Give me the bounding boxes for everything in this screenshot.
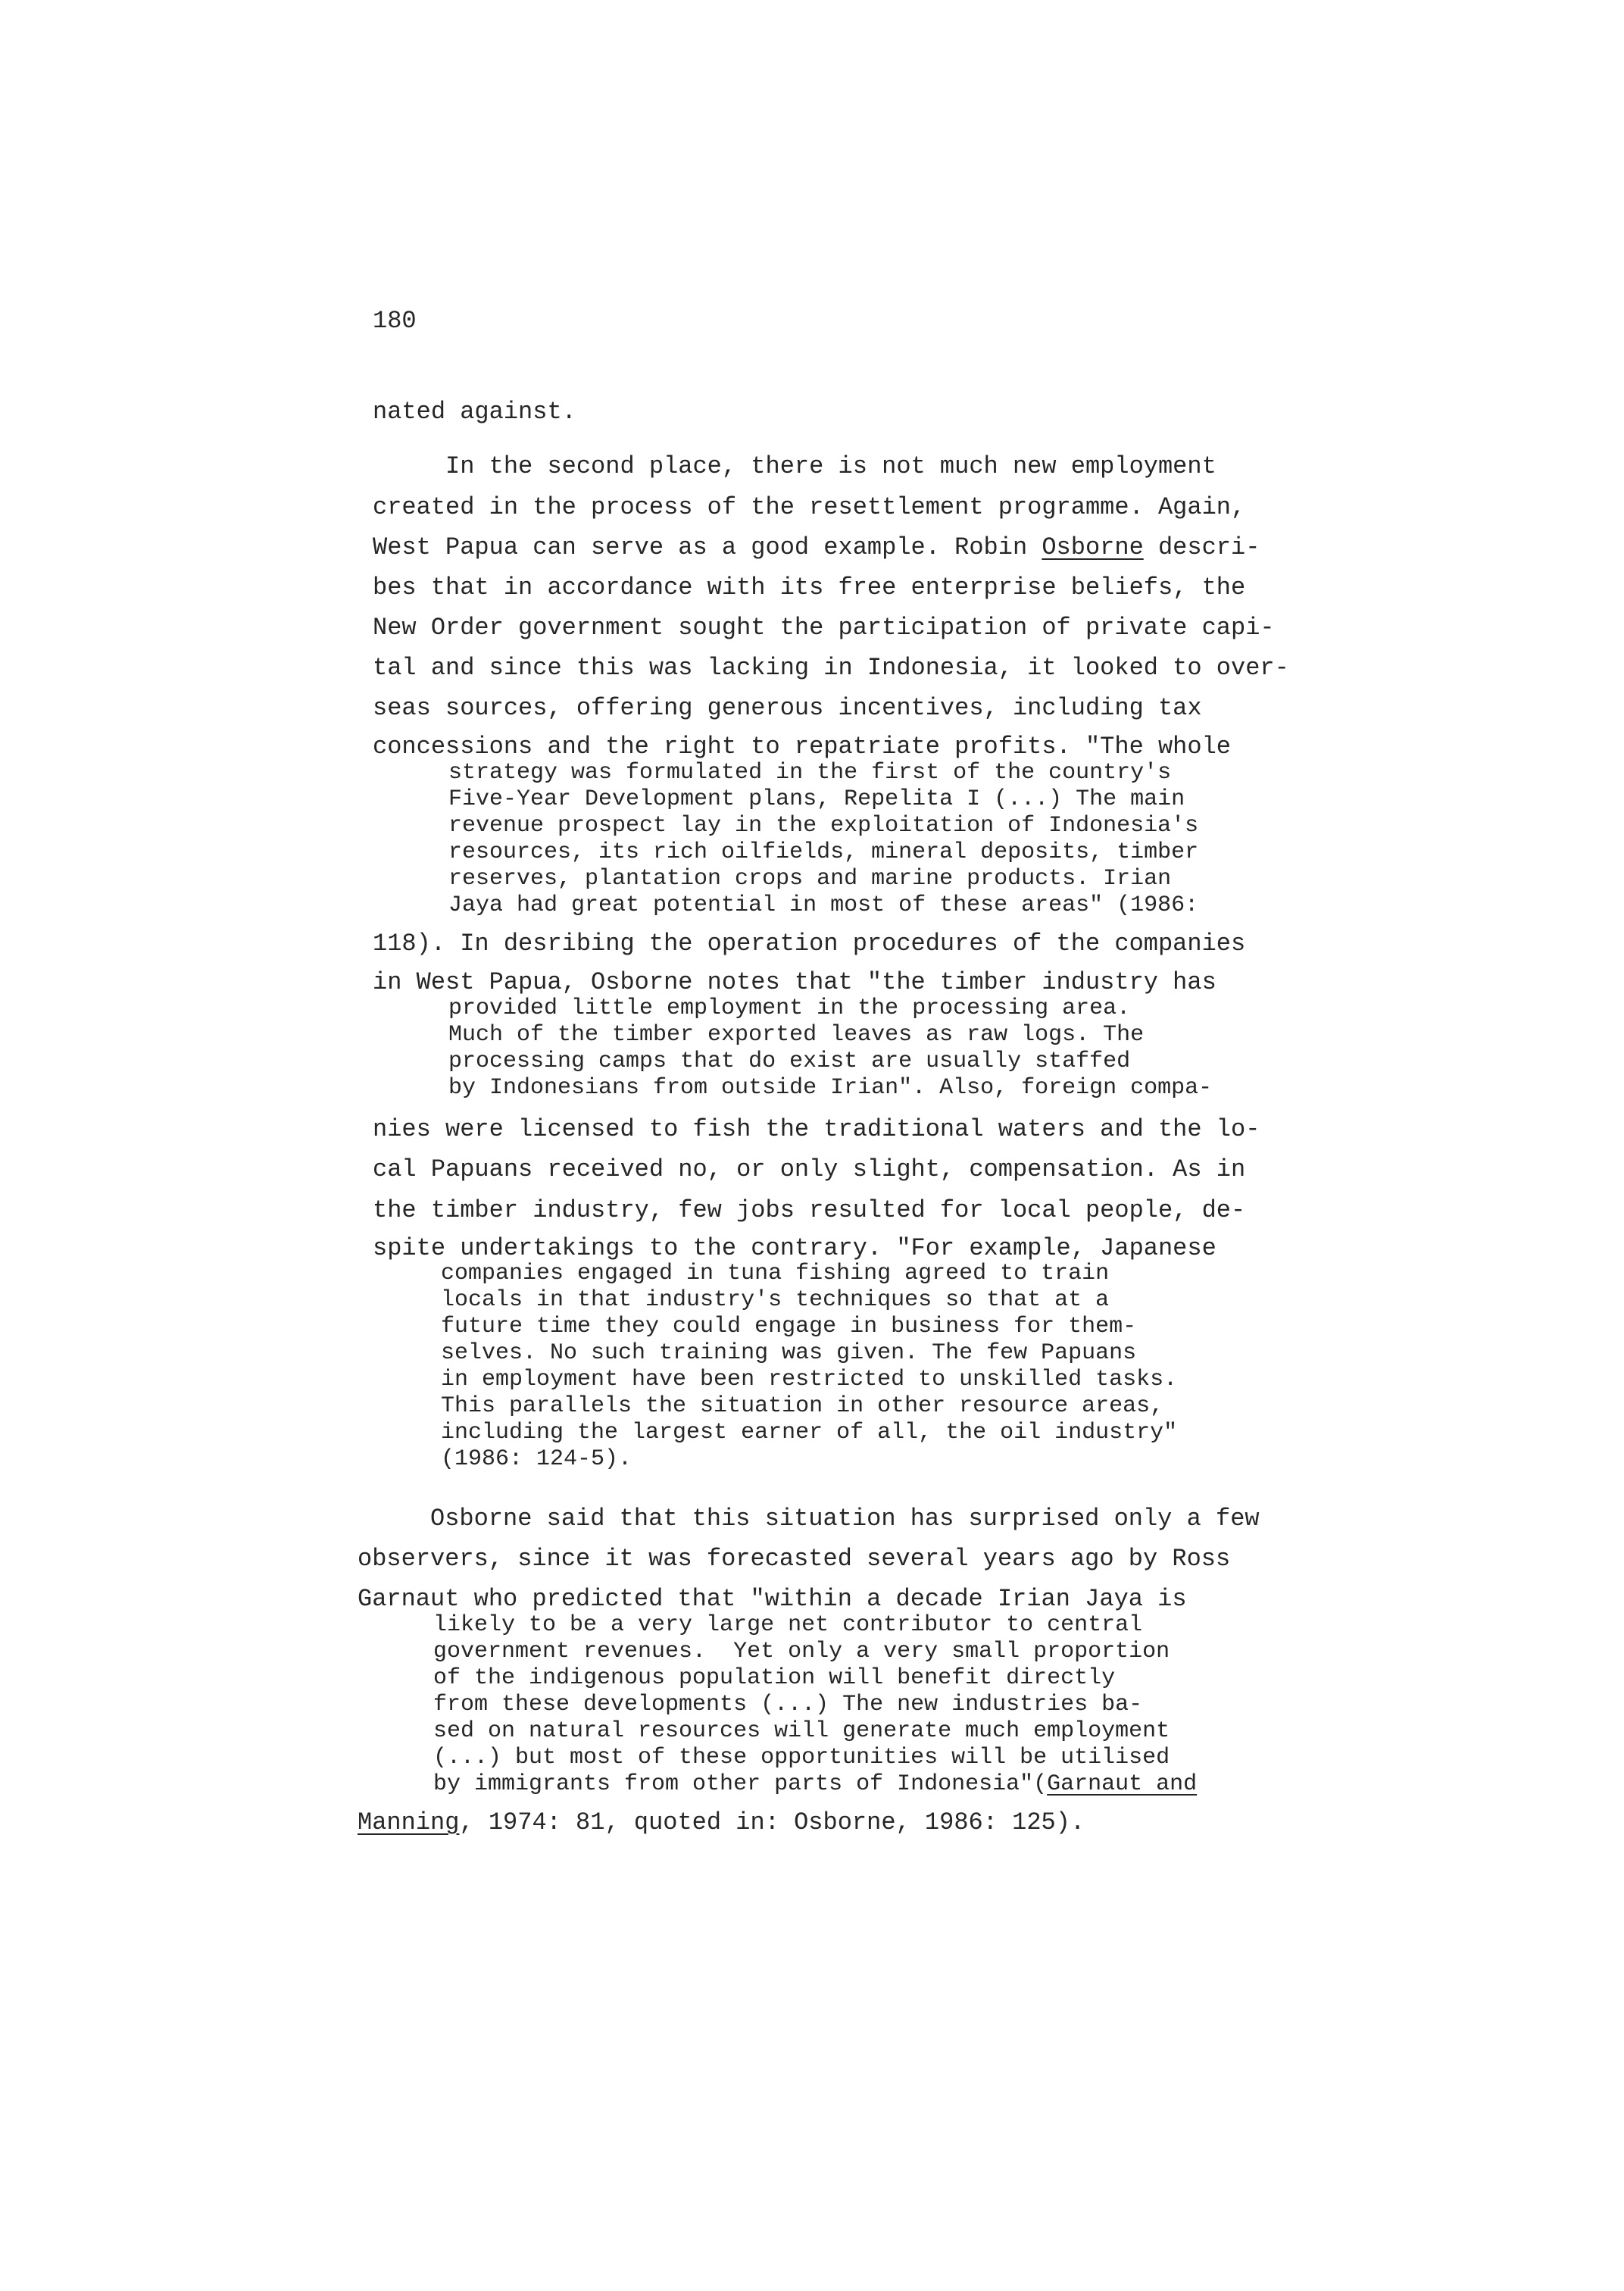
body-line: the timber industry, few jobs resulted for local people, de-	[373, 1196, 1246, 1224]
block-quote-line: Much of the timber exported leaves as raw logs. The	[448, 1022, 1145, 1048]
text-segment: by immigrants from other parts of Indonesia"(	[433, 1771, 1048, 1797]
body-line	[373, 533, 1260, 563]
page-number: 180	[373, 307, 417, 335]
body-line: In the second place, there is not much new employment	[373, 452, 1216, 480]
block-quote-line: including the largest earner of all, the oil industry"	[441, 1420, 1178, 1446]
citation-author-osborne: Osborne	[1042, 533, 1144, 561]
block-quote-line: by Indonesians from outside Irian". Also, foreign compa-	[448, 1075, 1213, 1101]
block-quote-line: of the indigenous population will benefit directly	[433, 1665, 1116, 1691]
block-quote-line: processing camps that do exist are usually staffed	[448, 1049, 1131, 1074]
body-line: spite undertakings to the contrary. "For example, Japanese	[373, 1234, 1216, 1262]
block-quote-line: government revenues. Yet only a very small proportion	[433, 1639, 1170, 1664]
block-quote-line: (...) but most of these opportunities will be utilised	[433, 1745, 1170, 1771]
text-segment: descri-	[1143, 533, 1260, 561]
body-line: concessions and the right to repatriate profits. "The whole	[373, 733, 1231, 761]
body-line: created in the process of the resettlement programme. Again,	[373, 493, 1246, 521]
block-quote-line: reserves, plantation crops and marine products. Irian	[448, 866, 1172, 892]
block-quote-line: Five-Year Development plans, Repelita I (...) The main	[448, 786, 1185, 812]
block-quote-line: locals in that industry's techniques so that at a	[441, 1287, 1110, 1313]
block-quote-line: provided little employment in the processing area.	[448, 995, 1131, 1021]
block-quote-line: strategy was formulated in the first of the country's	[448, 760, 1172, 786]
block-quote-line: This parallels the situation in other resource areas,	[441, 1393, 1164, 1419]
body-line: observers, since it was forecasted several years ago by Ross	[358, 1545, 1231, 1573]
block-quote-line: resources, its rich oilfields, mineral deposits, timber	[448, 839, 1199, 865]
block-quote-line: likely to be a very large net contributor to central	[433, 1612, 1143, 1638]
block-quote-line: selves. No such training was given. The few Papuans	[441, 1340, 1137, 1366]
body-line	[358, 1808, 1085, 1838]
body-line: tal and since this was lacking in Indonesia, it looked to over-	[373, 654, 1289, 682]
block-quote-line: Jaya had great potential in most of these areas" (1986:	[448, 892, 1199, 918]
block-quote-line	[433, 1771, 1197, 1798]
block-quote-line: in employment have been restricted to unskilled tasks.	[441, 1367, 1178, 1392]
body-line: nies were licensed to fish the traditional waters and the lo-	[373, 1115, 1260, 1143]
body-line: New Order government sought the participation of private capi-	[373, 614, 1275, 642]
body-line: Osborne said that this situation has surprised only a few	[358, 1505, 1260, 1533]
text-segment: West Papua can serve as a good example. Robin	[373, 533, 1042, 561]
block-quote-line: companies engaged in tuna fishing agreed to train	[441, 1261, 1110, 1286]
body-line: in West Papua, Osborne notes that "the timber industry has	[373, 968, 1216, 996]
citation-manning: Manning	[358, 1808, 460, 1836]
citation-garnaut-and: Garnaut and	[1047, 1771, 1198, 1797]
block-quote-line: (1986: 124-5).	[441, 1446, 632, 1472]
block-quote-line: sed on natural resources will generate much employment	[433, 1718, 1170, 1744]
body-line: 118). In desribing the operation procedures of the companies	[373, 930, 1246, 958]
text-segment: , 1974: 81, quoted in: Osborne, 1986: 125).	[459, 1808, 1085, 1836]
block-quote-line: from these developments (...) The new industries ba-	[433, 1692, 1143, 1717]
body-line: nated against.	[373, 398, 576, 426]
body-line: cal Papuans received no, or only slight, compensation. As in	[373, 1155, 1246, 1183]
body-line: Garnaut who predicted that "within a decade Irian Jaya is	[358, 1585, 1187, 1613]
body-line: bes that in accordance with its free enterprise beliefs, the	[373, 574, 1246, 602]
body-line: seas sources, offering generous incentives, including tax	[373, 694, 1202, 722]
block-quote-line: future time they could engage in business for them-	[441, 1314, 1137, 1339]
block-quote-line: revenue prospect lay in the exploitation of Indonesia's	[448, 813, 1199, 839]
